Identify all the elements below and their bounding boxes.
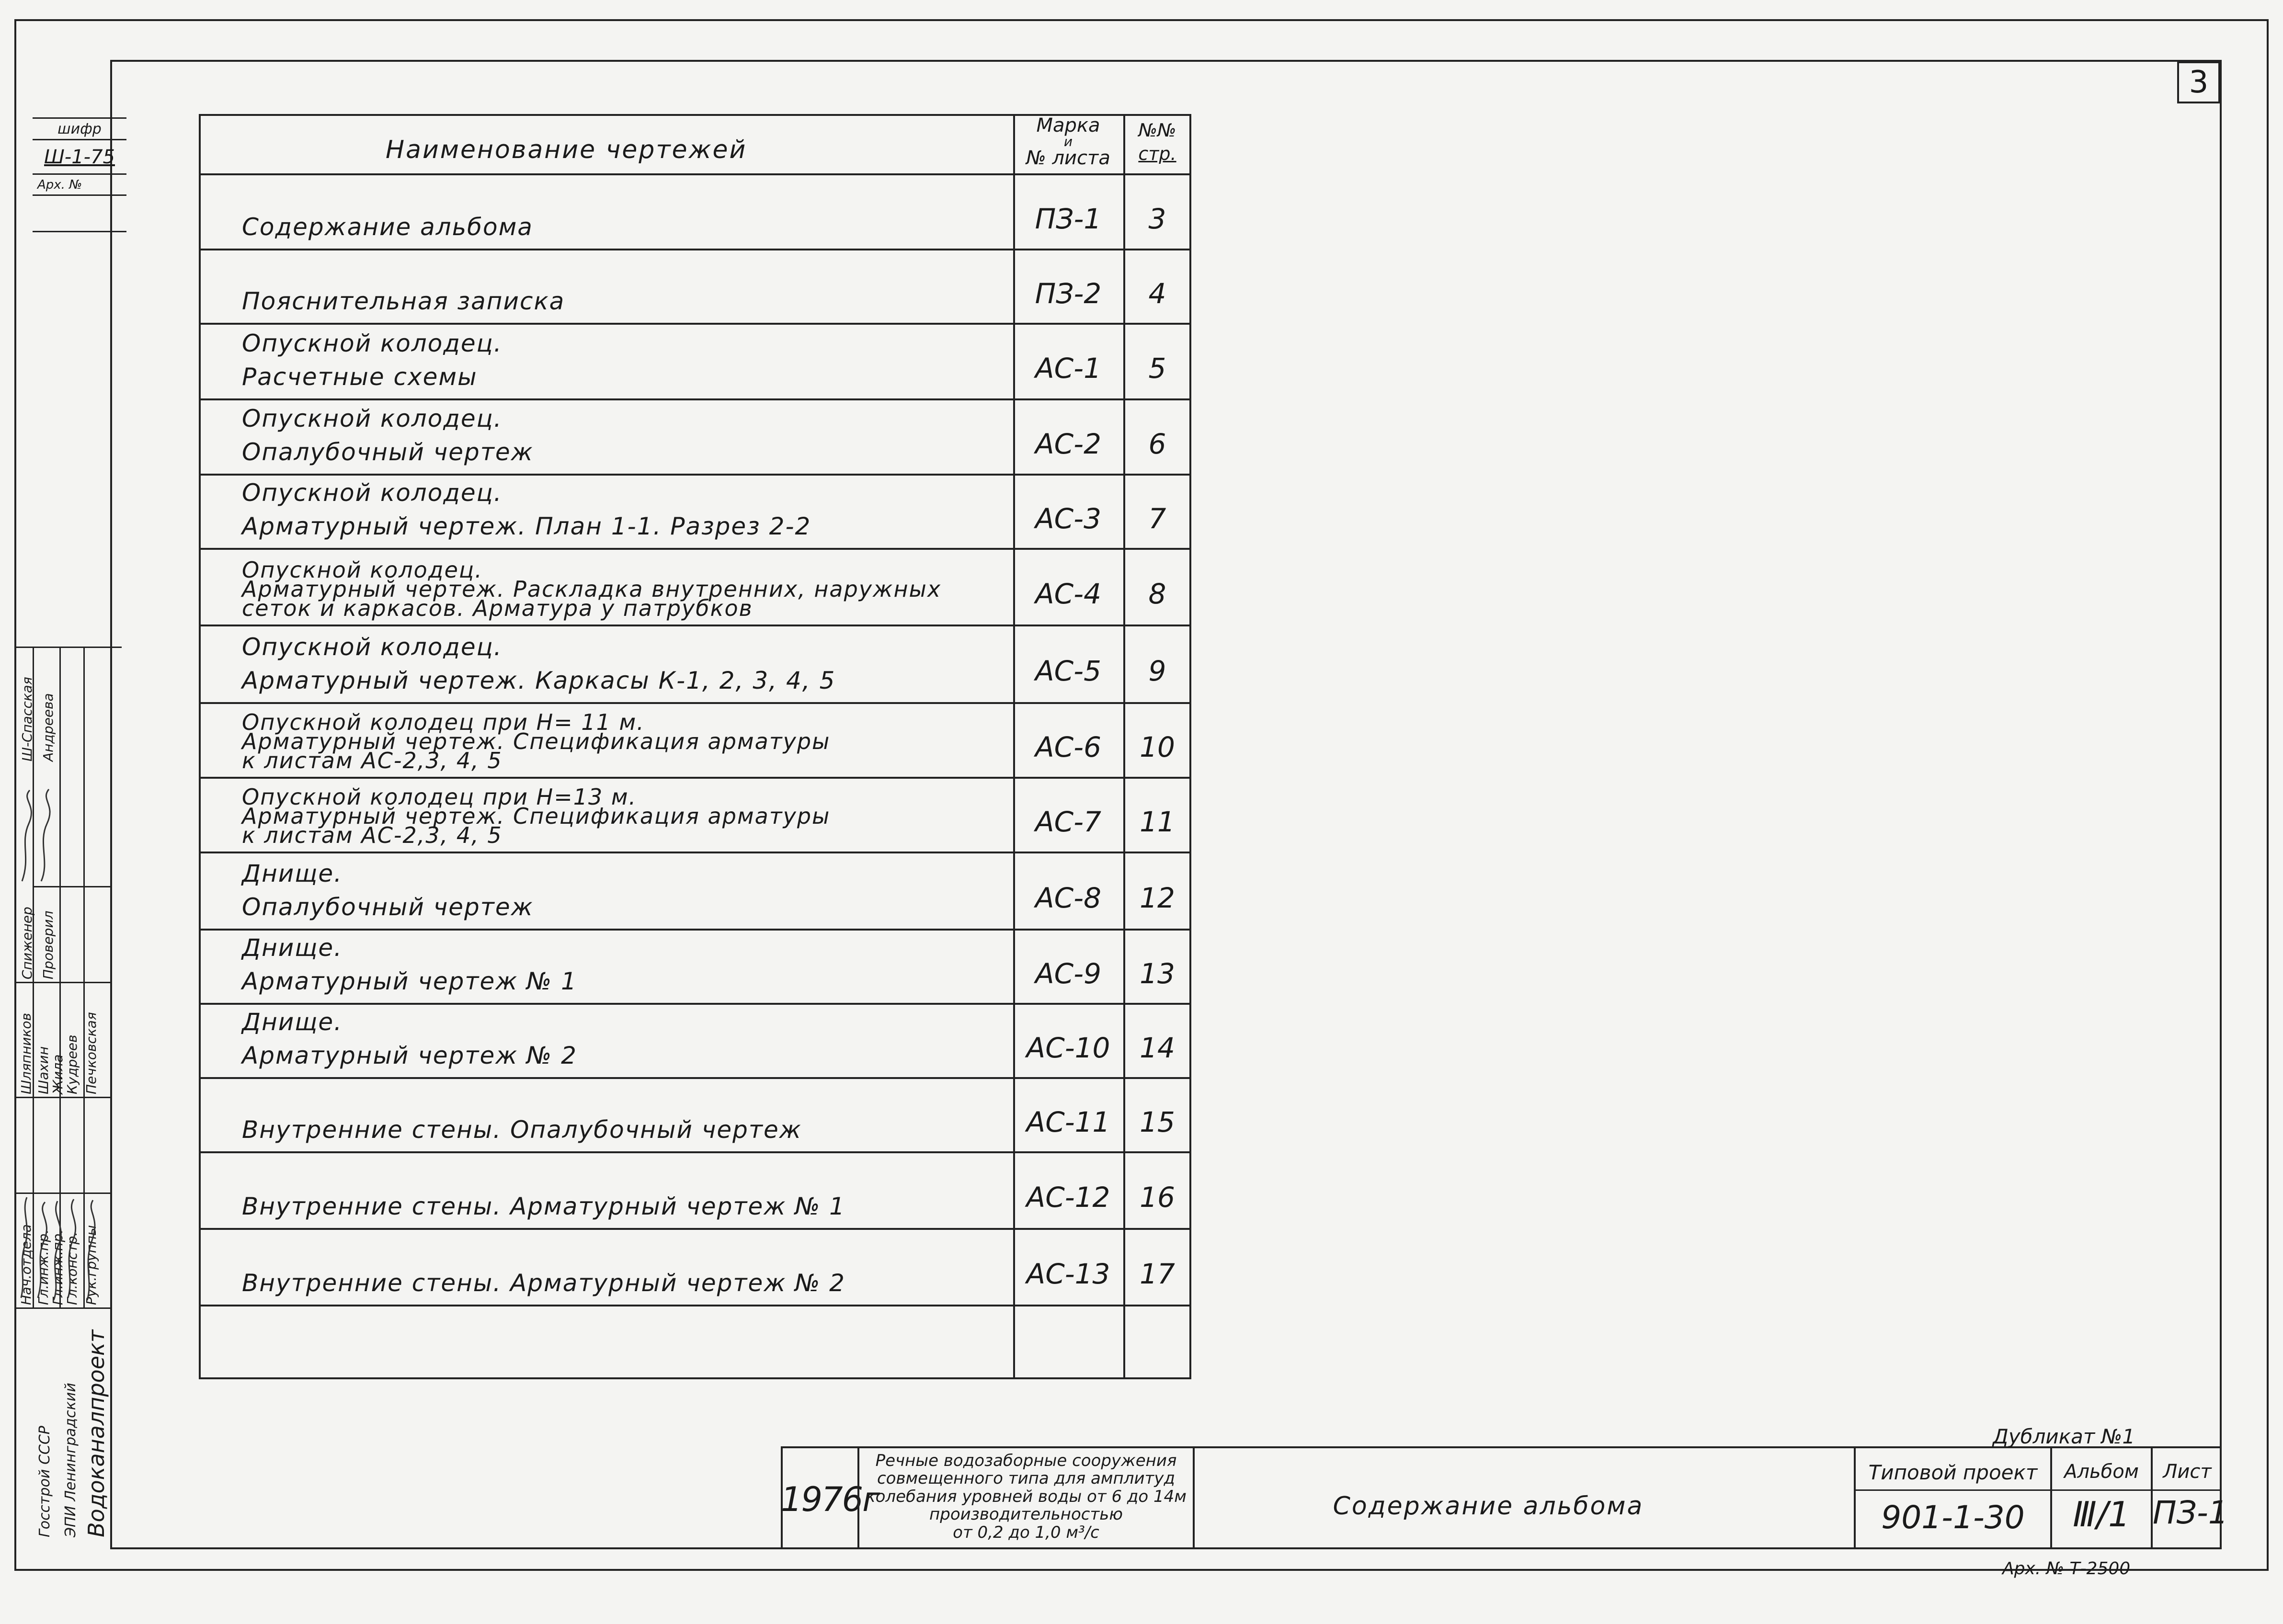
row-name-line: Арматурный чертеж. Спецификация арматуры — [242, 803, 831, 829]
table-row — [199, 250, 1191, 325]
row-name-line: Арматурный чертеж. Спецификация арматуры — [242, 728, 831, 754]
sheet-value: ПЗ-1 — [2153, 1494, 2228, 1531]
row-mark: АС-11 — [1026, 1105, 1110, 1138]
signature-block — [16, 647, 122, 1547]
year: 1976г — [781, 1480, 879, 1519]
row-mark: АС-13 — [1026, 1258, 1110, 1290]
table-row — [199, 1005, 1191, 1079]
row-name — [242, 635, 835, 693]
row-page: 10 — [1140, 731, 1175, 763]
row-name — [242, 331, 502, 389]
position-head-dept: Нач.отдела — [18, 1224, 34, 1305]
album-value: Ⅲ/1 — [2073, 1494, 2130, 1534]
row-name-line: к листам АС-2,3, 4, 5 — [242, 822, 502, 848]
row-name-line: Арматурный чертеж. Раскладка внутренних, наружных — [242, 576, 942, 602]
row-mark: АС-2 — [1035, 427, 1101, 460]
row-name-line: Опускной колодец при Н= 11 м. — [242, 709, 645, 735]
row-mark: АС-7 — [1035, 806, 1101, 838]
archive-label: Арх. № — [33, 175, 126, 196]
row-mark: ПЗ-1 — [1035, 202, 1102, 235]
row-name — [242, 557, 942, 621]
row-mark: АС-6 — [1035, 731, 1101, 763]
row-page: 4 — [1148, 277, 1166, 310]
name-5: Печковская — [83, 1012, 99, 1094]
row-page: 12 — [1140, 881, 1175, 914]
row-page: 3 — [1148, 202, 1166, 235]
row-page: 8 — [1148, 578, 1166, 610]
signature-scribbles-2 — [16, 785, 110, 886]
name-4: Кудреев — [64, 1034, 80, 1094]
row-name — [242, 1194, 845, 1218]
sheet-label: Лист — [2163, 1461, 2212, 1483]
cipher-code: Ш-1-75 — [33, 140, 126, 175]
table-row — [199, 853, 1191, 931]
signature-scribbles — [16, 1192, 110, 1307]
row-mark: АС-10 — [1026, 1031, 1110, 1064]
row-name-line: Опускной колодец. — [242, 405, 502, 432]
typical-project-cell — [1854, 1446, 2050, 1549]
row-name-line: Опускной колодец при Н=13 м. — [242, 784, 637, 810]
typical-project-label: Типовой проект — [1868, 1461, 2038, 1484]
table-row — [199, 704, 1191, 779]
row-mark: АС-8 — [1035, 881, 1101, 914]
archive-note: Арх. № Т-2500 — [2002, 1559, 2131, 1579]
name-engineer: Спиженер — [19, 907, 35, 979]
row-name-line: сеток и каркасов. Арматура у патрубков — [242, 595, 753, 621]
table-row — [199, 1079, 1191, 1153]
table-row — [199, 175, 1191, 250]
row-name-line: Пояснительная записка — [242, 287, 565, 315]
row-mark: АС-4 — [1035, 578, 1101, 610]
table-row — [199, 931, 1191, 1005]
row-name-line: Внутренние стены. Арматурный чертеж № 1 — [242, 1192, 845, 1220]
name-1: Шляпников — [18, 1012, 34, 1094]
table-header — [199, 114, 1191, 175]
project-desc-line-4: производительностью — [929, 1505, 1123, 1524]
project-description — [857, 1446, 1193, 1549]
table-row — [199, 779, 1191, 853]
cipher-label: шифр — [33, 117, 126, 140]
row-name-line: Опускной колодец. — [242, 557, 483, 583]
sheet-title: Содержание альбома — [1333, 1492, 1644, 1521]
row-name-line: Опалубочный чертеж — [242, 438, 534, 466]
row-name — [242, 1118, 802, 1142]
row-name — [242, 407, 534, 464]
row-mark: АС-5 — [1035, 655, 1101, 687]
row-page: 11 — [1140, 806, 1175, 838]
row-name — [242, 289, 565, 313]
row-name — [242, 784, 831, 848]
row-page: 14 — [1140, 1031, 1175, 1064]
sheet-number: 3 — [2177, 61, 2220, 103]
contents-table — [199, 114, 1191, 1379]
project-desc-line-5: от 0,2 до 1,0 м³/с — [953, 1522, 1099, 1542]
duplicate-note: Дубликат №1 — [1993, 1425, 2135, 1448]
row-page: 6 — [1148, 427, 1166, 460]
table-row — [199, 1153, 1191, 1230]
row-name-line: Днище. — [242, 1008, 342, 1036]
row-mark: АС-1 — [1035, 352, 1101, 385]
row-name-line: Арматурный чертеж № 2 — [242, 1042, 577, 1069]
project-desc-line-1: Речные водозаборные сооружения — [875, 1451, 1177, 1470]
cipher-stamp — [16, 117, 115, 232]
title-block — [781, 1446, 2228, 1549]
row-page: 15 — [1140, 1105, 1175, 1138]
name-3: Жила — [50, 1054, 66, 1094]
position-chief-constructor: Гл.констр. — [64, 1231, 80, 1305]
table-row — [199, 1230, 1191, 1306]
org-gosstroy: Госстрой СССР — [36, 1426, 53, 1537]
row-name-line: Внутренние стены. Опалубочный чертеж — [242, 1116, 802, 1144]
table-row — [199, 550, 1191, 626]
row-name — [242, 709, 831, 773]
row-name-line: Арматурный чертеж № 1 — [242, 967, 577, 995]
row-name — [242, 215, 533, 239]
sheet-title-cell — [1193, 1446, 1780, 1549]
name-andreeva: Андреева — [40, 693, 56, 761]
row-mark: АС-12 — [1026, 1181, 1110, 1214]
row-name — [242, 862, 534, 919]
row-name-line: к листам АС-2,3, 4, 5 — [242, 748, 502, 773]
position-chief-eng-1: Гл.инж.пр. — [35, 1229, 51, 1305]
row-name — [242, 1010, 577, 1068]
table-row — [199, 626, 1191, 704]
name-checked: Проверил — [40, 910, 56, 979]
album-cell — [2050, 1446, 2151, 1549]
row-page: 17 — [1140, 1258, 1175, 1290]
position-chief-eng-2: Гл.инж.пр. — [50, 1229, 66, 1305]
table-row — [199, 476, 1191, 550]
row-name — [242, 936, 577, 993]
org-epi: ЭПИ Ленинградский — [62, 1383, 79, 1537]
row-page: 13 — [1140, 957, 1175, 990]
row-name-line: Днище. — [242, 934, 342, 962]
sheet-cell — [2151, 1446, 2228, 1549]
position-group-lead: Рук.группы — [83, 1225, 99, 1305]
row-name-line: Опалубочный чертеж — [242, 893, 534, 921]
typical-project-number: 901-1-30 — [1881, 1499, 2025, 1536]
album-label: Альбом — [2064, 1461, 2139, 1483]
table-row — [199, 400, 1191, 476]
row-name — [242, 1271, 845, 1295]
row-name-line: Днище. — [242, 860, 342, 887]
table-row-empty — [199, 1306, 1191, 1379]
row-name-line: Содержание альбома — [242, 213, 533, 241]
row-name-line: Внутренние стены. Арматурный чертеж № 2 — [242, 1269, 845, 1297]
table-row — [199, 325, 1191, 400]
name-spasskaya: Ш-Спасская — [19, 677, 35, 761]
row-page: 5 — [1148, 352, 1166, 385]
row-page: 16 — [1140, 1181, 1175, 1214]
row-mark: ПЗ-2 — [1035, 277, 1102, 310]
row-page: 9 — [1148, 655, 1166, 687]
archive-blank — [33, 196, 126, 232]
org-vodokanalproekt: Водоканалпроект — [83, 1329, 109, 1537]
name-2: Шахин — [35, 1046, 51, 1094]
row-name — [242, 481, 811, 538]
row-name-line: Расчетные схемы — [242, 363, 478, 391]
row-name-line: Арматурный чертеж. План 1-1. Разрез 2-2 — [242, 512, 811, 540]
header-name: Наименование чертежей — [386, 136, 747, 164]
project-desc-line-3: колебания уровней воды от 6 до 14м — [866, 1487, 1187, 1506]
row-name-line: Опускной колодец. — [242, 479, 502, 507]
row-name-line: Опускной колодец. — [242, 329, 502, 357]
row-name-line: Опускной колодец. — [242, 633, 502, 661]
row-name-line: Арматурный чертеж. Каркасы К-1, 2, 3, 4, 5 — [242, 667, 836, 694]
row-page: 7 — [1148, 502, 1166, 535]
project-desc-line-2: совмещенного типа для амплитуд — [877, 1469, 1176, 1488]
row-mark: АС-9 — [1035, 957, 1101, 990]
header-page: №№ стр. — [1138, 120, 1176, 165]
row-mark: АС-3 — [1035, 502, 1101, 535]
header-mark: Марка и № листа — [1026, 114, 1110, 169]
